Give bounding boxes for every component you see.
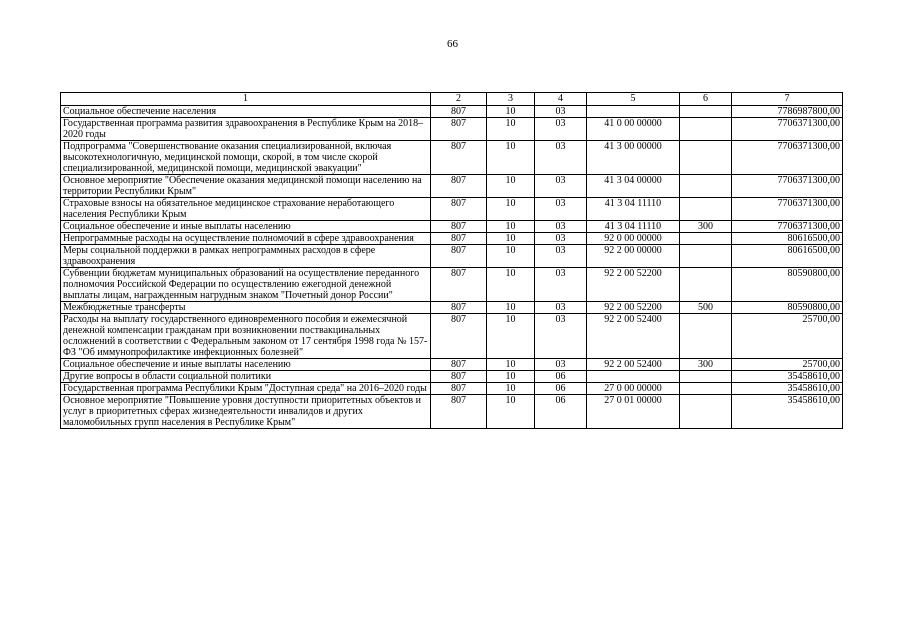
cell-ministry: 807 (431, 371, 487, 383)
row-name: Подпрограмма "Совершенствование оказания специализированной, включая высокотехнологичную, медицинской помощи, скорой, в том числе скорой специализированной, медицинской помощи, медицинской эвакуации" (61, 141, 431, 175)
cell-target: 92 2 00 00000 (587, 245, 680, 268)
cell-ministry: 807 (431, 118, 487, 141)
row-name: Субвенции бюджетам муниципальных образований на осуществление переданного полномочия Российской Федерации по осуществлению ежегодной денежной выплаты лицам, награжденным нагрудным знаком "Почетный донор России" (61, 268, 431, 302)
cell-subsection: 06 (535, 371, 587, 383)
table-row (61, 268, 843, 302)
row-name: Социальное обеспечение и иные выплаты населению (61, 359, 431, 371)
cell-type (680, 268, 732, 302)
cell-amount: 25700,00 (732, 359, 843, 371)
cell-type: 300 (680, 359, 732, 371)
cell-amount: 35458610,00 (732, 371, 843, 383)
row-name: Другие вопросы в области социальной политики (61, 371, 431, 383)
cell-section: 10 (487, 302, 535, 314)
cell-subsection: 06 (535, 395, 587, 429)
cell-section: 10 (487, 233, 535, 245)
cell-ministry: 807 (431, 383, 487, 395)
cell-target: 41 0 00 00000 (587, 118, 680, 141)
row-name: Непрограммные расходы на осуществление полномочий в сфере здравоохранения (61, 233, 431, 245)
page-number: 66 (447, 38, 458, 50)
cell-ministry: 807 (431, 395, 487, 429)
cell-type (680, 395, 732, 429)
cell-ministry: 807 (431, 233, 487, 245)
cell-target (587, 106, 680, 118)
row-name: Основное мероприятие "Обеспечение оказания медицинской помощи населению на территории Республики Крым" (61, 175, 431, 198)
table-row (61, 141, 843, 175)
cell-subsection: 03 (535, 233, 587, 245)
cell-subsection: 03 (535, 175, 587, 198)
cell-target: 41 3 04 11110 (587, 198, 680, 221)
cell-subsection: 03 (535, 141, 587, 175)
cell-type (680, 118, 732, 141)
row-name: Государственная программа развития здравоохранения в Республике Крым на 2018–2020 годы (61, 118, 431, 141)
cell-ministry: 807 (431, 175, 487, 198)
table-row (61, 175, 843, 198)
row-name: Расходы на выплату государственного единовременного пособия и ежемесячной денежной компенсации гражданам при возникновении поствакцинальных осложнений в соответствии с Федеральным законом от 17 сентября 1998 года № 157-ФЗ "Об иммунопрофилактике инфекционных болезней" (61, 314, 431, 359)
cell-target: 41 3 04 11110 (587, 221, 680, 233)
table-row (61, 359, 843, 371)
cell-target: 41 3 00 00000 (587, 141, 680, 175)
cell-section: 10 (487, 198, 535, 221)
cell-target: 92 2 00 52400 (587, 359, 680, 371)
table-row (61, 233, 843, 245)
cell-subsection: 03 (535, 106, 587, 118)
cell-ministry: 807 (431, 198, 487, 221)
cell-ministry: 807 (431, 302, 487, 314)
cell-amount: 25700,00 (732, 314, 843, 359)
table-row (61, 371, 843, 383)
table-row (61, 302, 843, 314)
table-row (61, 221, 843, 233)
cell-subsection: 03 (535, 302, 587, 314)
cell-amount: 35458610,00 (732, 395, 843, 429)
cell-type (680, 245, 732, 268)
cell-target: 92 2 00 52200 (587, 302, 680, 314)
cell-section: 10 (487, 268, 535, 302)
cell-ministry: 807 (431, 359, 487, 371)
row-name: Межбюджетные трансферты (61, 302, 431, 314)
cell-type: 500 (680, 302, 732, 314)
cell-amount: 7706371300,00 (732, 118, 843, 141)
table-row (61, 118, 843, 141)
cell-section: 10 (487, 314, 535, 359)
cell-subsection: 03 (535, 221, 587, 233)
cell-type (680, 106, 732, 118)
cell-type (680, 141, 732, 175)
cell-amount: 80590800,00 (732, 268, 843, 302)
column-header: 4 (535, 93, 587, 106)
cell-section: 10 (487, 141, 535, 175)
table-row (61, 314, 843, 359)
cell-target (587, 371, 680, 383)
cell-type (680, 314, 732, 359)
budget-table (60, 92, 843, 429)
cell-section: 10 (487, 221, 535, 233)
table-row (61, 198, 843, 221)
cell-target: 92 0 00 00000 (587, 233, 680, 245)
cell-type (680, 371, 732, 383)
column-header: 6 (680, 93, 732, 106)
column-header: 2 (431, 93, 487, 106)
cell-type: 300 (680, 221, 732, 233)
cell-type (680, 175, 732, 198)
table-row (61, 383, 843, 395)
row-name: Государственная программа Республики Крым "Доступная среда" на 2016–2020 годы (61, 383, 431, 395)
column-header: 5 (587, 93, 680, 106)
column-header: 3 (487, 93, 535, 106)
row-name: Основное мероприятие "Повышение уровня доступности приоритетных объектов и услуг в приоритетных сферах жизнедеятельности инвалидов и других маломобильных групп населения в Республике Крым" (61, 395, 431, 429)
cell-section: 10 (487, 383, 535, 395)
cell-target: 92 2 00 52400 (587, 314, 680, 359)
table-row (61, 106, 843, 118)
cell-section: 10 (487, 359, 535, 371)
cell-target: 27 0 00 00000 (587, 383, 680, 395)
cell-target: 27 0 01 00000 (587, 395, 680, 429)
cell-amount: 80616500,00 (732, 233, 843, 245)
cell-subsection: 03 (535, 118, 587, 141)
table-row (61, 395, 843, 429)
column-header: 1 (61, 93, 431, 106)
cell-subsection: 03 (535, 314, 587, 359)
cell-type (680, 233, 732, 245)
cell-target: 41 3 04 00000 (587, 175, 680, 198)
row-name: Меры социальной поддержки в рамках непрограммных расходов в сфере здравоохранения (61, 245, 431, 268)
row-name: Социальное обеспечение населения (61, 106, 431, 118)
cell-amount: 7706371300,00 (732, 141, 843, 175)
cell-amount: 80616500,00 (732, 245, 843, 268)
cell-section: 10 (487, 245, 535, 268)
row-name: Страховые взносы на обязательное медицинское страхование неработающего населения Республики Крым (61, 198, 431, 221)
cell-ministry: 807 (431, 141, 487, 175)
cell-section: 10 (487, 106, 535, 118)
cell-subsection: 03 (535, 198, 587, 221)
cell-amount: 35458610,00 (732, 383, 843, 395)
cell-subsection: 06 (535, 383, 587, 395)
cell-subsection: 03 (535, 359, 587, 371)
cell-subsection: 03 (535, 268, 587, 302)
column-header: 7 (732, 93, 843, 106)
cell-amount: 7706371300,00 (732, 221, 843, 233)
cell-section: 10 (487, 118, 535, 141)
cell-section: 10 (487, 175, 535, 198)
table-header-row (61, 93, 843, 106)
cell-amount: 80590800,00 (732, 302, 843, 314)
cell-ministry: 807 (431, 245, 487, 268)
cell-subsection: 03 (535, 245, 587, 268)
cell-amount: 7786987800,00 (732, 106, 843, 118)
cell-ministry: 807 (431, 314, 487, 359)
cell-type (680, 383, 732, 395)
cell-ministry: 807 (431, 221, 487, 233)
cell-ministry: 807 (431, 106, 487, 118)
cell-ministry: 807 (431, 268, 487, 302)
cell-section: 10 (487, 395, 535, 429)
row-name: Социальное обеспечение и иные выплаты населению (61, 221, 431, 233)
cell-section: 10 (487, 371, 535, 383)
cell-target: 92 2 00 52200 (587, 268, 680, 302)
cell-type (680, 198, 732, 221)
cell-amount: 7706371300,00 (732, 198, 843, 221)
cell-amount: 7706371300,00 (732, 175, 843, 198)
table-row (61, 245, 843, 268)
